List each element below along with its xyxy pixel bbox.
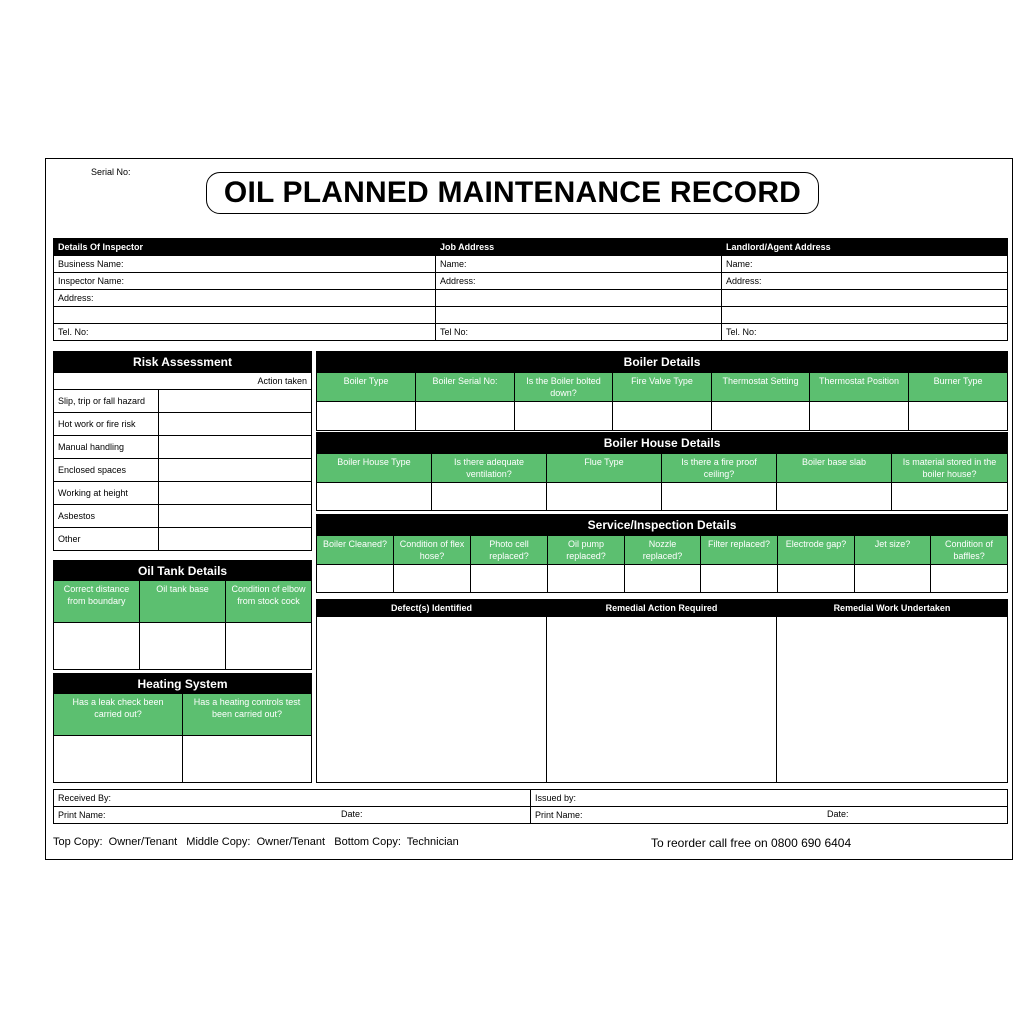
service-field[interactable]: [855, 565, 931, 593]
boiler-house-field[interactable]: [317, 483, 432, 511]
boiler-house-column-header: Is there a fire proof ceiling?: [662, 454, 777, 483]
risk-action-field[interactable]: [159, 505, 312, 528]
boiler-house-column-header: Boiler base slab: [777, 454, 892, 483]
heating-system-table: [53, 673, 312, 783]
service-field[interactable]: [394, 565, 471, 593]
risk-action-field[interactable]: [159, 413, 312, 436]
landlord-name-field[interactable]: Name:: [722, 256, 1008, 273]
inspector-address-line-2[interactable]: [54, 307, 436, 324]
inspector-name-field[interactable]: Inspector Name:: [54, 273, 436, 290]
risk-assessment-table: [53, 351, 312, 551]
service-column-header: Boiler Cleaned?: [317, 536, 394, 565]
risk-item: Slip, trip or fall hazard: [54, 390, 159, 413]
oil-tank-title: Oil Tank Details: [54, 561, 312, 581]
service-column-header: Condition of baffles?: [931, 536, 1008, 565]
oil-tank-field[interactable]: [54, 623, 140, 670]
issued-by-field[interactable]: Issued by:: [531, 790, 1008, 807]
heating-column-header: Has a heating controls test been carried out?: [183, 694, 312, 736]
received-by-field[interactable]: Received By:: [54, 790, 531, 807]
boiler-field[interactable]: [810, 402, 909, 431]
boiler-field[interactable]: [712, 402, 810, 431]
risk-action-field[interactable]: [159, 390, 312, 413]
boiler-house-column-header: Flue Type: [547, 454, 662, 483]
job-tel-field[interactable]: Tel No:: [436, 324, 722, 341]
risk-item: Other: [54, 528, 159, 551]
boiler-house-field[interactable]: [432, 483, 547, 511]
boiler-column-header: Is the Boiler bolted down?: [515, 373, 613, 402]
print-name-label: Print Name:: [535, 810, 583, 820]
boiler-column-header: Thermostat Position: [810, 373, 909, 402]
page-title: OIL PLANNED MAINTENANCE RECORD: [206, 172, 819, 214]
risk-item: Manual handling: [54, 436, 159, 459]
business-name-field[interactable]: Business Name:: [54, 256, 436, 273]
boiler-house-column-header: Is there adequate ventilation?: [432, 454, 547, 483]
boiler-field[interactable]: [317, 402, 416, 431]
landlord-heading: Landlord/Agent Address: [722, 239, 1008, 256]
action-taken-label: Action taken: [54, 373, 312, 390]
service-field[interactable]: [931, 565, 1008, 593]
boiler-details-title: Boiler Details: [317, 352, 1008, 373]
service-column-header: Photo cell replaced?: [471, 536, 548, 565]
boiler-house-field[interactable]: [777, 483, 892, 511]
service-column-header: Jet size?: [855, 536, 931, 565]
boiler-column-header: Boiler Serial No:: [416, 373, 515, 402]
service-field[interactable]: [317, 565, 394, 593]
oil-tank-column-header: Condition of elbow from stock cock: [226, 581, 312, 623]
issued-print-name-row[interactable]: [531, 807, 1008, 824]
landlord-tel-field[interactable]: Tel. No:: [722, 324, 1008, 341]
service-field[interactable]: [548, 565, 625, 593]
boiler-house-field[interactable]: [892, 483, 1008, 511]
service-inspection-table: [316, 514, 1008, 593]
boiler-house-field[interactable]: [547, 483, 662, 511]
inspector-tel-field[interactable]: Tel. No:: [54, 324, 436, 341]
boiler-column-header: Thermostat Setting: [712, 373, 810, 402]
copy-distribution-note: Top Copy: Owner/Tenant Middle Copy: Owner/Tenant Bottom Copy: Technician: [53, 836, 459, 848]
risk-item: Working at height: [54, 482, 159, 505]
print-name-label: Print Name:: [58, 810, 106, 820]
date-label: Date:: [827, 809, 849, 819]
service-column-header: Filter replaced?: [701, 536, 778, 565]
oil-tank-field[interactable]: [140, 623, 226, 670]
service-column-header: Condition of flex hose?: [394, 536, 471, 565]
service-field[interactable]: [471, 565, 548, 593]
boiler-house-title: Boiler House Details: [317, 433, 1008, 454]
boiler-field[interactable]: [515, 402, 613, 431]
remedial-work-field[interactable]: [777, 617, 1008, 783]
boiler-house-table: [316, 432, 1008, 511]
remedial-action-field[interactable]: [547, 617, 777, 783]
boiler-house-field[interactable]: [662, 483, 777, 511]
service-inspection-title: Service/Inspection Details: [317, 515, 1008, 536]
risk-action-field[interactable]: [159, 528, 312, 551]
boiler-column-header: Burner Type: [909, 373, 1008, 402]
heating-field[interactable]: [54, 736, 183, 783]
oil-tank-table: [53, 560, 312, 670]
service-field[interactable]: [625, 565, 701, 593]
oil-tank-column-header: Oil tank base: [140, 581, 226, 623]
risk-assessment-title: Risk Assessment: [54, 352, 312, 373]
landlord-address-line-3[interactable]: [722, 307, 1008, 324]
job-address-line-3[interactable]: [436, 307, 722, 324]
service-field[interactable]: [778, 565, 855, 593]
defects-identified-heading: Defect(s) Identified: [317, 600, 547, 617]
oil-tank-column-header: Correct distance from boundary: [54, 581, 140, 623]
received-print-name-row[interactable]: [54, 807, 531, 824]
defects-identified-field[interactable]: [317, 617, 547, 783]
inspector-address-field[interactable]: Address:: [54, 290, 436, 307]
service-column-header: Electrode gap?: [778, 536, 855, 565]
job-address-heading: Job Address: [436, 239, 722, 256]
service-column-header: Nozzle replaced?: [625, 536, 701, 565]
risk-item: Enclosed spaces: [54, 459, 159, 482]
risk-item: Asbestos: [54, 505, 159, 528]
landlord-address-field[interactable]: Address:: [722, 273, 1008, 290]
details-table: [53, 238, 1008, 341]
risk-item: Hot work or fire risk: [54, 413, 159, 436]
boiler-field[interactable]: [909, 402, 1008, 431]
date-label: Date:: [341, 809, 363, 819]
heating-field[interactable]: [183, 736, 312, 783]
boiler-field[interactable]: [613, 402, 712, 431]
remedial-action-heading: Remedial Action Required: [547, 600, 777, 617]
defects-table: [316, 599, 1008, 783]
job-name-field[interactable]: Name:: [436, 256, 722, 273]
heating-system-title: Heating System: [54, 674, 312, 694]
boiler-field[interactable]: [416, 402, 515, 431]
boiler-column-header: Boiler Type: [317, 373, 416, 402]
risk-action-field[interactable]: [159, 436, 312, 459]
inspector-heading: Details Of Inspector: [54, 239, 436, 256]
risk-action-field[interactable]: [159, 482, 312, 505]
landlord-address-line-2[interactable]: [722, 290, 1008, 307]
job-address-field[interactable]: Address:: [436, 273, 722, 290]
serial-label: Serial No:: [91, 167, 131, 177]
job-address-line-2[interactable]: [436, 290, 722, 307]
service-column-header: Oil pump replaced?: [548, 536, 625, 565]
risk-action-field[interactable]: [159, 459, 312, 482]
reorder-note: To reorder call free on 0800 690 6404: [651, 836, 852, 850]
remedial-work-heading: Remedial Work Undertaken: [777, 600, 1008, 617]
boiler-house-column-header: Is material stored in the boiler house?: [892, 454, 1008, 483]
oil-tank-field[interactable]: [226, 623, 312, 670]
heating-column-header: Has a leak check been carried out?: [54, 694, 183, 736]
boiler-column-header: Fire Valve Type: [613, 373, 712, 402]
boiler-house-column-header: Boiler House Type: [317, 454, 432, 483]
boiler-details-table: [316, 351, 1008, 431]
service-field[interactable]: [701, 565, 778, 593]
signoff-table: [53, 789, 1008, 824]
